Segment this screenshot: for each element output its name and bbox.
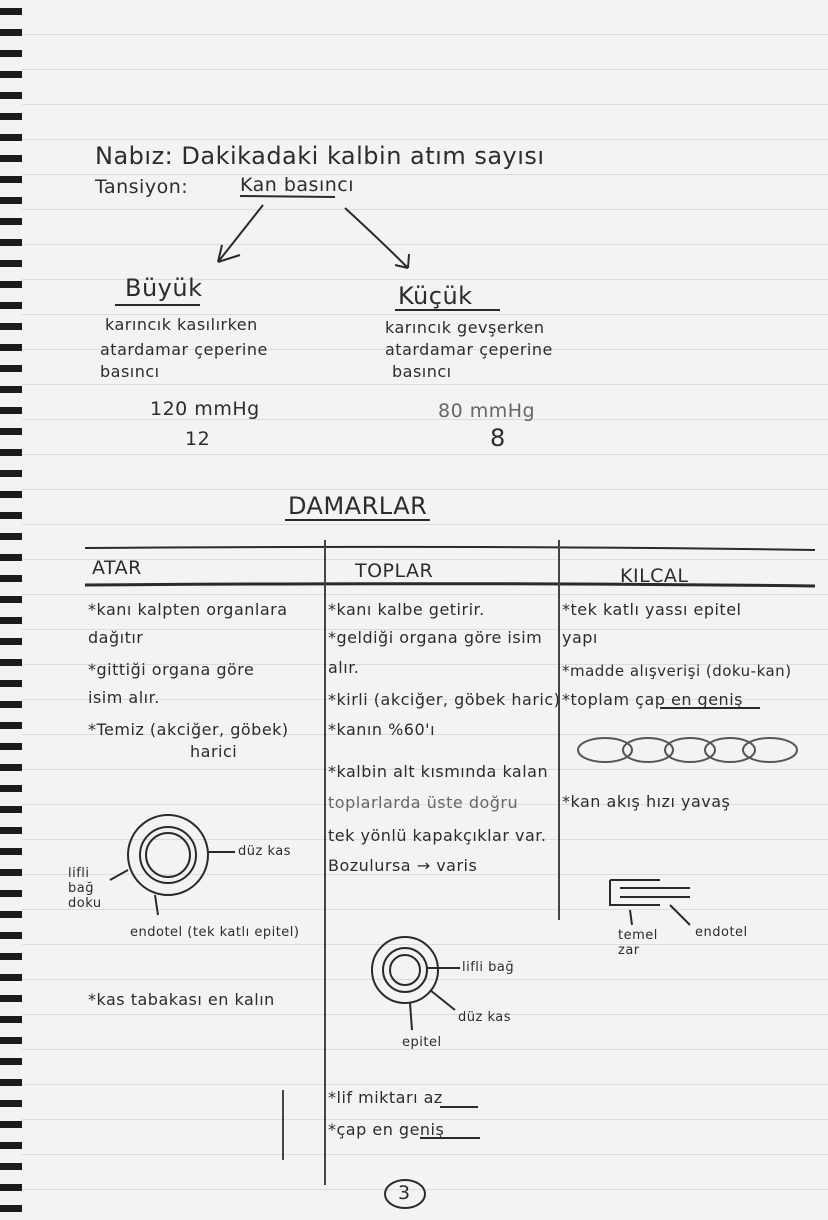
atar-item: dağıtır bbox=[88, 628, 144, 647]
buyuk-short: 12 bbox=[185, 428, 211, 450]
kilcal-item: *toplam çap en geniş bbox=[562, 690, 743, 709]
atar-item: *kanı kalpten organlara bbox=[88, 600, 288, 619]
column-divider-3 bbox=[282, 1090, 284, 1160]
kilcal-item: yapı bbox=[562, 628, 598, 647]
atar-label-lifli: lifli bağ doku bbox=[68, 866, 102, 911]
column-header-atar: ATAR bbox=[92, 557, 142, 579]
kucuk-line: basıncı bbox=[392, 362, 452, 381]
toplar-label-lifli: lifli bağ bbox=[462, 960, 515, 975]
column-header-kilcal: KILCAL bbox=[620, 565, 689, 587]
buyuk-value: 120 mmHg bbox=[150, 398, 260, 420]
kucuk-short: 8 bbox=[490, 424, 506, 452]
kilcal-label-endotel: endotel bbox=[695, 925, 748, 940]
section-title: DAMARLAR bbox=[288, 492, 428, 520]
atar-footer: *kas tabakası en kalın bbox=[88, 990, 275, 1009]
atar-item: harici bbox=[190, 742, 238, 761]
arrow-left-icon bbox=[218, 205, 263, 262]
table-top-line bbox=[85, 547, 815, 550]
kilcal-item: *kan akış hızı yavaş bbox=[562, 792, 731, 811]
kucuk-title: Küçük bbox=[398, 282, 473, 310]
buyuk-line: karıncık kasılırken bbox=[105, 315, 258, 334]
toplar-item: Bozulursa → varis bbox=[328, 856, 478, 875]
column-header-toplar: TOPLAR bbox=[355, 560, 434, 582]
toplar-item: alır. bbox=[328, 658, 360, 677]
column-divider-1 bbox=[324, 540, 326, 1185]
nabiz-definition: Nabız: Dakikadaki kalbin atım sayısı bbox=[95, 142, 545, 170]
column-divider-2 bbox=[558, 540, 560, 920]
kilcal-item: *tek katlı yassı epitel bbox=[562, 600, 742, 619]
toplar-item: tek yönlü kapakçıklar var. bbox=[328, 826, 547, 845]
buyuk-line: atardamar çeperine bbox=[100, 340, 268, 359]
atar-item: isim alır. bbox=[88, 688, 160, 707]
toplar-footer: *çap en geniş bbox=[328, 1120, 445, 1139]
toplar-item: *kanın %60'ı bbox=[328, 720, 436, 739]
toplar-item: *kalbin alt kısmında kalan bbox=[328, 762, 549, 781]
toplar-footer: *lif miktarı az bbox=[328, 1088, 443, 1107]
buyuk-title: Büyük bbox=[125, 274, 203, 302]
toplar-item: *kirli (akciğer, göbek haric) bbox=[328, 690, 561, 709]
tansiyon-label: Tansiyon: bbox=[95, 176, 189, 198]
atar-item: *gittiği organa göre bbox=[88, 660, 255, 679]
kucuk-line: karıncık gevşerken bbox=[385, 318, 545, 337]
buyuk-line: basıncı bbox=[100, 362, 160, 381]
toplar-label-duz-kas: düz kas bbox=[458, 1010, 511, 1025]
atar-label-duz-kas: düz kas bbox=[238, 844, 291, 859]
arrow-right-icon bbox=[345, 208, 409, 268]
toplar-cross-section-icon bbox=[372, 937, 460, 1030]
toplar-item: *kanı kalbe getirir. bbox=[328, 600, 485, 619]
atar-item: *Temiz (akciğer, göbek) bbox=[88, 720, 289, 739]
kilcal-chain-icon bbox=[578, 738, 797, 762]
toplar-label-epitel: epitel bbox=[402, 1035, 442, 1050]
table-header-line bbox=[85, 584, 815, 586]
kilcal-label-temel-zar: temel zar bbox=[618, 928, 658, 958]
kilcal-item: *madde alışverişi (doku-kan) bbox=[562, 662, 792, 680]
tansiyon-value: Kan basıncı bbox=[240, 174, 354, 196]
toplar-item: toplarlarda üste doğru bbox=[328, 793, 519, 812]
kucuk-line: atardamar çeperine bbox=[385, 340, 553, 359]
kilcal-vessel-icon bbox=[610, 880, 690, 925]
toplar-item: *geldiği organa göre isim bbox=[328, 628, 543, 647]
kucuk-value: 80 mmHg bbox=[438, 400, 536, 422]
underline-tansiyon bbox=[240, 196, 335, 197]
atar-label-endotel: endotel (tek katlı epitel) bbox=[130, 925, 300, 940]
atar-cross-section-icon bbox=[110, 815, 235, 915]
page-number: 3 bbox=[398, 1182, 411, 1204]
